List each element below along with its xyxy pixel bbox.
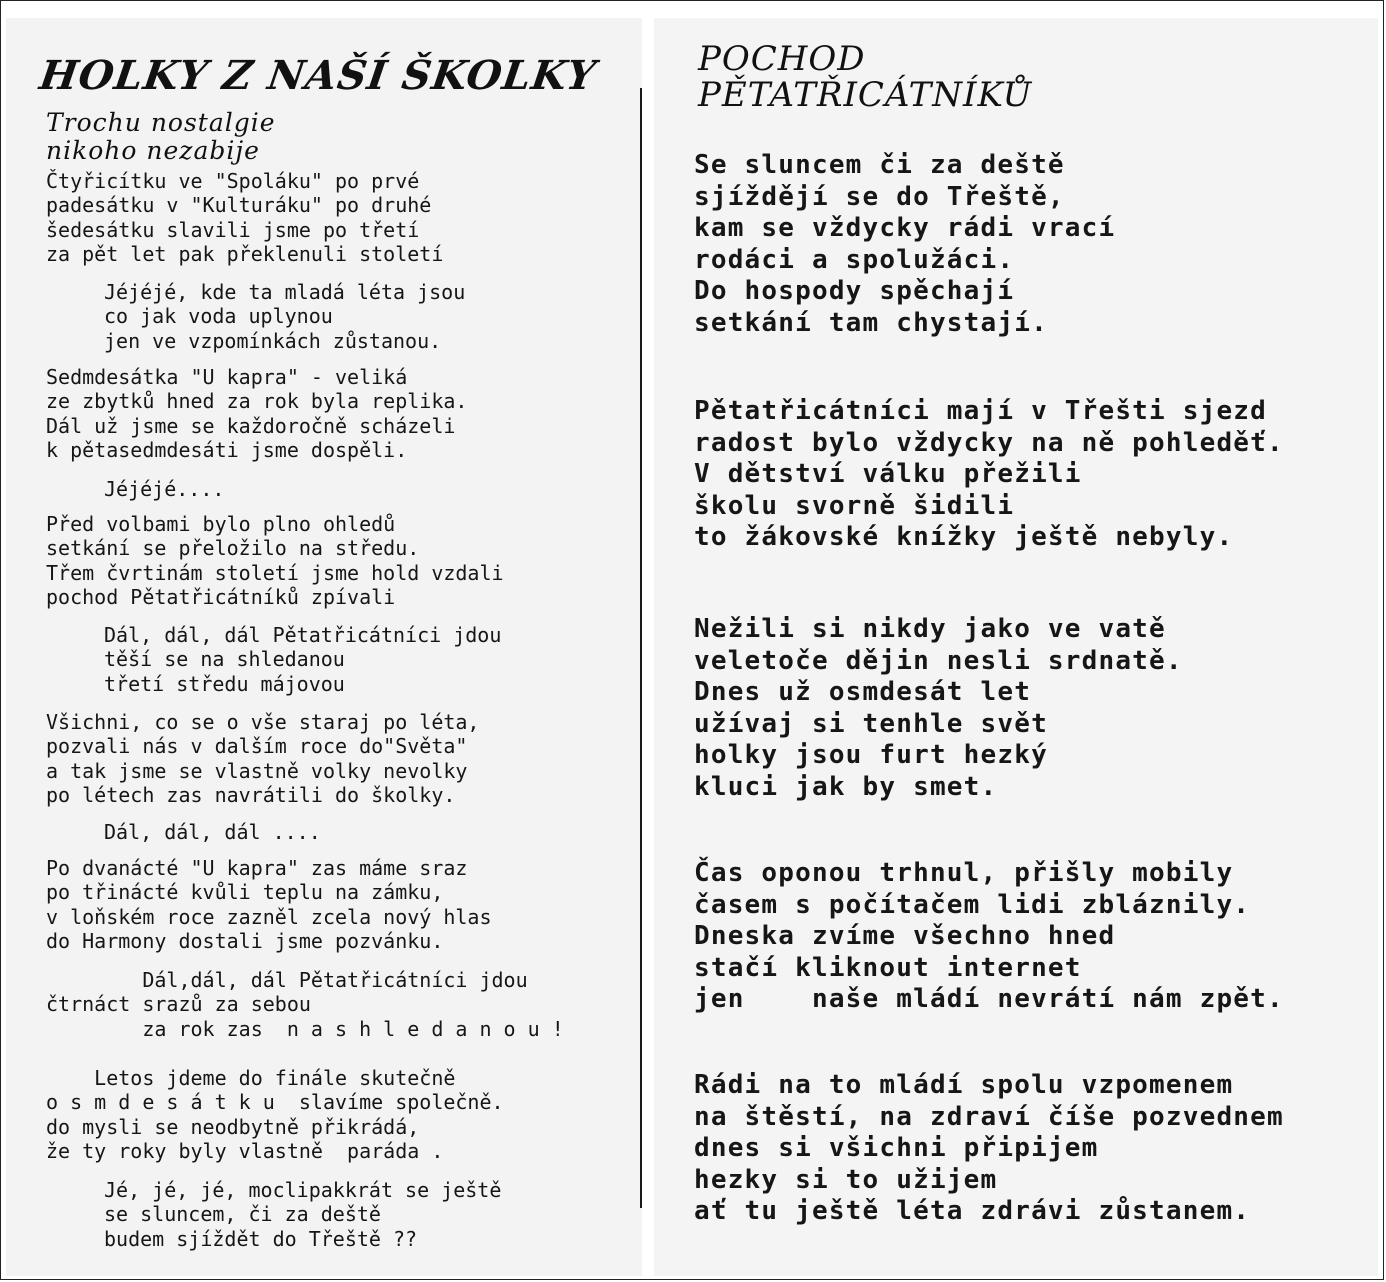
verse-line: v loňském roce zazněl zcela nový hlas	[46, 904, 492, 929]
verse-block	[46, 512, 636, 609]
refrain-block	[46, 968, 636, 1041]
verse-line: školu svorně šidili	[694, 490, 1015, 521]
verse-line: holky jsou furt hezký	[694, 740, 1048, 770]
verse-line: k pětasedmdesáti jsme dospěli.	[46, 437, 408, 462]
left-song-sheet	[6, 18, 642, 1276]
refrain-line: Jéjéjé, kde ta mladá léta jsou	[104, 280, 466, 304]
left-song-subtitle-line-1: Trochu nostalgie	[46, 108, 276, 137]
verse-line: Po dvanácté "U kapra" zas máme sraz	[46, 856, 468, 880]
verse-block	[694, 150, 1374, 339]
refrain-line: jen ve vzpomínkách zůstanou.	[104, 328, 442, 353]
verse-line: užívaj si tenhle svět	[694, 708, 1048, 739]
verse-block	[46, 1066, 636, 1163]
refrain-line: Jé, jé, jé, moclipakkrát se ještě	[104, 1178, 502, 1202]
verse-line: Se sluncem či za deště	[694, 150, 1065, 180]
verse-line: sjíždějí se do Třeště,	[694, 181, 1065, 212]
refrain-block	[46, 1178, 642, 1251]
verse-line: časem s počítačem lidi zbláznily.	[694, 889, 1251, 920]
verse-line: Pětatřicátníci mají v Třešti sjezd	[694, 396, 1268, 426]
refrain-block	[46, 820, 642, 844]
verse-block	[46, 710, 636, 807]
refrain-line: se sluncem, či za deště	[104, 1202, 381, 1227]
verse-line: ať tu ještě léta zdrávi zůstanem.	[694, 1196, 1251, 1226]
refrain-line: těší se na shledanou	[104, 647, 345, 672]
verse-line: kluci jak by smet.	[694, 771, 998, 802]
verse-line: šedesátku slavili jsme po třetí	[46, 217, 420, 242]
refrain-line: Dál, dál, dál Pětatřicátníci jdou	[104, 623, 502, 647]
verse-block	[46, 169, 636, 266]
right-song-title-line-1: POCHOD	[698, 39, 866, 79]
verse-line: radost bylo vždycky na ně pohleděť.	[694, 427, 1284, 458]
verse-block	[694, 614, 1374, 803]
verse-line: že ty roky byly vlastně paráda .	[46, 1138, 444, 1163]
verse-line: setkání tam chystají.	[694, 307, 1048, 338]
refrain-line: Dál,dál, dál Pětatřicátníci jdou	[46, 968, 528, 992]
verse-line: to žákovské knížky ještě nebyly.	[694, 522, 1234, 552]
verse-line: Všichni, co se o vše staraj po léta,	[46, 710, 480, 734]
verse-block	[46, 365, 636, 462]
verse-line: Dál už jsme se každoročně scházeli	[46, 413, 456, 438]
verse-line: Dneska zvíme všechno hned	[694, 921, 1116, 951]
verse-block	[694, 858, 1374, 1016]
refrain-block	[46, 280, 642, 353]
verse-line: a tak jsme se vlastně volky nevolky	[46, 758, 468, 783]
verse-line: veletoče dějin nesli srdnatě.	[694, 645, 1183, 676]
verse-line: Rádi na to mládí spolu vzpomenem	[694, 1070, 1234, 1100]
verse-line: stačí kliknout internet	[694, 952, 1082, 983]
verse-line: rodáci a spolužáci.	[694, 244, 1015, 275]
verse-line: hezky si to užijem	[694, 1164, 998, 1195]
verse-line: ze zbytků hned za rok byla replika.	[46, 389, 468, 414]
verse-line: do Harmony dostali jsme pozvánku.	[46, 928, 444, 953]
refrain-line: Jéjéjé....	[104, 477, 225, 501]
verse-line: Třem čvrtinám století jsme hold vzdali	[46, 560, 504, 585]
verse-block	[46, 856, 636, 953]
verse-line: jen naše mládí nevrátí nám zpět.	[694, 984, 1284, 1014]
refrain-line: za rok zas n a s h l e d a n o u !	[46, 1016, 564, 1041]
right-song-title-line-2: PĚTATŘICÁTNÍKŮ	[698, 75, 1033, 115]
refrain-line: čtrnáct srazů za sebou	[46, 992, 311, 1017]
refrain-block	[46, 477, 642, 501]
refrain-line: co jak voda uplynou	[104, 304, 333, 329]
verse-line: pozvali nás v dalším roce do"Světa"	[46, 734, 468, 759]
left-song-subtitle-line-2: nikoho nezabije	[46, 136, 260, 165]
verse-line: Před volbami bylo plno ohledů	[46, 512, 396, 536]
verse-line: po třinácté kvůli teplu na zámku,	[46, 880, 444, 905]
refrain-line: třetí středu májovou	[104, 671, 345, 696]
verse-line: kam se vždycky rádi vrací	[694, 213, 1116, 243]
verse-line: Čas oponou trhnul, přišly mobily	[694, 858, 1234, 888]
verse-block	[694, 396, 1374, 554]
refrain-block	[46, 623, 642, 696]
column-divider	[640, 88, 642, 1208]
verse-line: setkání se přeložilo na středu.	[46, 536, 420, 561]
verse-line: do mysli se neodbytně přikrádá,	[46, 1114, 420, 1139]
right-song-sheet	[654, 18, 1378, 1276]
verse-line: pochod Pětatřicátníků zpívali	[46, 584, 396, 609]
verse-line: Nežili si nikdy jako ve vatě	[694, 614, 1166, 644]
left-song-title: HOLKY Z NAŠÍ ŠKOLKY	[36, 52, 600, 99]
verse-line: Letos jdeme do finále skutečně	[46, 1066, 456, 1090]
verse-line: dnes si všichni připijem	[694, 1133, 1099, 1163]
verse-line: padesátku v "Kulturáku" po druhé	[46, 193, 432, 218]
verse-line: Čtyřicítku ve "Spoláku" po prvé	[46, 169, 420, 193]
verse-line: na štěstí, na zdraví číše pozvednem	[694, 1101, 1284, 1132]
verse-line: V dětství válku přežili	[694, 459, 1082, 489]
verse-line: Dnes už osmdesát let	[694, 677, 1032, 707]
verse-line: Do hospody spěchají	[694, 276, 1015, 306]
verse-line: Sedmdesátka "U kapra" - veliká	[46, 365, 408, 389]
refrain-line: Dál, dál, dál ....	[104, 820, 321, 844]
verse-line: po létech zas navrátili do školky.	[46, 782, 456, 807]
verse-line: za pět let pak překlenuli století	[46, 241, 444, 266]
verse-line: o s m d e s á t k u slavíme společně.	[46, 1090, 504, 1115]
refrain-line: budem sjíždět do Třeště ??	[104, 1226, 418, 1251]
verse-block	[694, 1070, 1374, 1228]
